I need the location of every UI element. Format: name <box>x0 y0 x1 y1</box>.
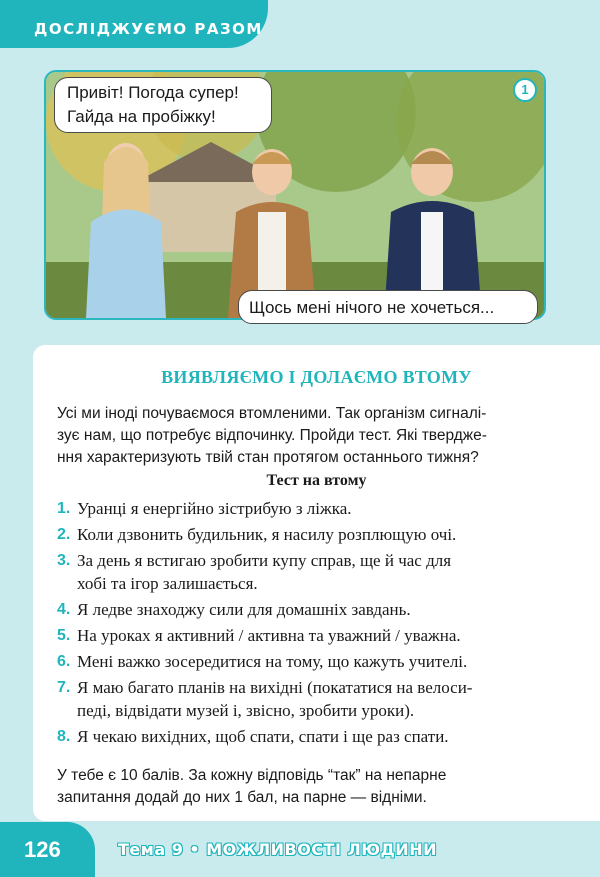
test-item <box>57 497 577 520</box>
item-line: За день я встигаю зробити купу справ, ще й час для <box>77 551 452 570</box>
scoring-paragraph <box>57 765 577 809</box>
speech-bubble-boy <box>238 290 538 324</box>
page-number: 126 <box>24 837 61 862</box>
footer-topic: Тема 9 • МОЖЛИВОСТІ ЛЮДИНИ <box>118 840 437 859</box>
page-number-tab <box>0 822 95 877</box>
item-number: 7. <box>57 679 71 696</box>
intro-line: зує нам, що потребує відпочинку. Пройди тест. Які твердже- <box>57 427 487 444</box>
item-number: 3. <box>57 552 71 569</box>
test-item <box>57 598 577 621</box>
section-banner <box>0 0 268 48</box>
item-line: Мені важко зосередитися на тому, що кажуть учителі. <box>77 652 468 671</box>
test-item <box>57 676 577 722</box>
item-line: Я маю багато планів на вихідні (покататися на велоси- <box>77 678 473 697</box>
item-line: Уранці я енергійно зістрибую з ліжка. <box>77 499 352 518</box>
item-number: 8. <box>57 728 71 745</box>
test-item <box>57 523 577 546</box>
article-heading: ВИЯВЛЯЄМО І ДОЛАЄМО ВТОМУ <box>161 367 472 387</box>
test-item <box>57 624 577 647</box>
item-number: 6. <box>57 653 71 670</box>
item-line: педі, відвідати музей і, звісно, зробити уроки). <box>77 701 415 720</box>
item-line: Я ледве знаходжу сили для домашніх завдань. <box>77 600 411 619</box>
test-item <box>57 650 577 673</box>
item-number: 2. <box>57 526 71 543</box>
item-number: 1. <box>57 500 71 517</box>
item-line: Я чекаю вихідних, щоб спати, спати і ще раз спати. <box>77 727 449 746</box>
intro-line: Усі ми іноді почуваємося втомленими. Так організм сигналі- <box>57 405 487 422</box>
intro-paragraph <box>57 403 577 469</box>
test-items-list <box>57 497 577 751</box>
item-number: 4. <box>57 601 71 618</box>
item-line: хобі та ігор залишається. <box>77 574 258 593</box>
scoring-line: запитання додай до них 1 бал, на парне — відніми. <box>57 789 427 806</box>
item-line: На уроках я активний / активна та уважний / уважна. <box>77 626 461 645</box>
scoring-line: У тебе є 10 балів. За кожну відповідь “так” на непарне <box>57 767 447 784</box>
speech-bubble-girl <box>54 77 272 133</box>
test-item <box>57 725 577 748</box>
test-item <box>57 549 577 595</box>
item-line: Коли дзвонить будильник, я насилу розплющую очі. <box>77 525 457 544</box>
section-label: ДОСЛІДЖУЄМО РАЗОМ <box>34 20 263 38</box>
illustration-number-badge: 1 <box>513 78 537 102</box>
speech-bubble-line: Гайда на пробіжку! <box>67 107 216 126</box>
intro-line: ння характеризують твій стан протягом останнього тижня? <box>57 449 479 466</box>
test-title: Тест на втому <box>266 472 367 489</box>
content-card <box>33 345 600 821</box>
speech-bubble-line: Щось мені нічого не хочеться... <box>249 298 495 317</box>
speech-bubble-line: Привіт! Погода супер! <box>67 83 239 102</box>
item-number: 5. <box>57 627 71 644</box>
